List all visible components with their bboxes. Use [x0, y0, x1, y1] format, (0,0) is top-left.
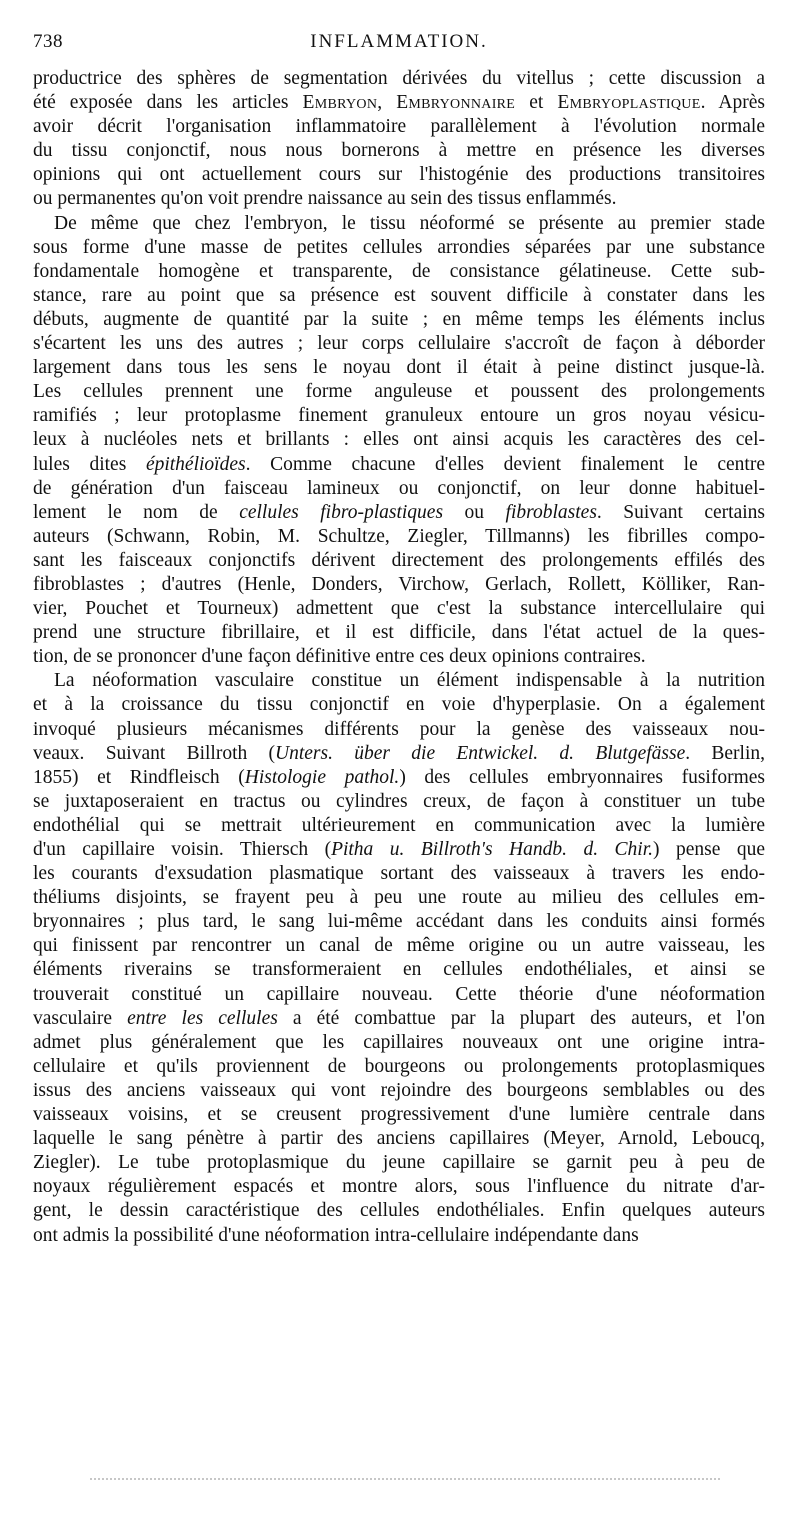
text-line [33, 212, 765, 236]
running-title: INFLAMMATION. [310, 31, 488, 52]
italic-text: cellules fibro-plastiques [239, 501, 444, 523]
text-line [33, 645, 765, 669]
text-line [33, 501, 765, 525]
text-line [33, 910, 765, 934]
text-line [33, 862, 765, 886]
text-segment: éléments riverains se transformeraient en cellules endothéliales, et ainsi se [33, 959, 765, 981]
text-line [33, 597, 765, 621]
text-segment: ) des cellules embryonnaires fusiformes [399, 766, 765, 788]
text-line [33, 1199, 765, 1223]
text-segment: ou [443, 501, 506, 523]
text-segment: de génération d'un faisceau lamineux ou conjonctif, on leur donne habituel- [33, 477, 765, 499]
text-segment: invoqué plusieurs mécanismes différents pour la genèse des vaisseaux nou- [33, 718, 765, 740]
text-segment: stance, rare au point que sa présence est souvent difficile à constater dans les [33, 284, 765, 306]
text-line [33, 356, 765, 380]
text-line [33, 115, 765, 139]
text-segment: bryonnaires ; plus tard, le sang lui-même accédant dans les conduits ainsi formés [33, 911, 765, 933]
text-segment: se juxtaposeraient en tractus ou cylindres creux, de façon à constituer un tube [33, 790, 765, 812]
text-segment: cellulaire et qu'ils proviennent de bourgeons ou prolongements protoplasmiques [33, 1055, 765, 1077]
text-segment: 1855) et Rindfleisch ( [33, 766, 245, 788]
text-segment: tion, de se prononcer d'une façon définitive entre ces deux opinions contraires. [33, 646, 646, 668]
text-line [33, 718, 765, 742]
text-line [33, 308, 765, 332]
text-line [33, 1103, 765, 1127]
text-line [33, 838, 765, 862]
text-line [33, 67, 765, 91]
book-page [33, 30, 765, 1248]
text-segment: qui finissent par rencontrer un canal de même origine ou un autre vaisseau, les [33, 935, 765, 957]
text-segment: . Berlin, [685, 742, 765, 764]
text-line [33, 693, 765, 717]
text-segment: et à la croissance du tissu conjonctif en voie d'hyperplasie. On a également [33, 694, 765, 716]
text-segment: La néoformation vasculaire constitue un élément indispensable à la nutrition [54, 670, 765, 692]
text-line [33, 332, 765, 356]
italic-text: Pitha u. Billroth's Handb. d. Chir. [331, 839, 654, 860]
text-segment: vaisseaux voisins, et se creusent progressivement d'une lumière centrale dans [33, 1104, 765, 1126]
text-line [33, 477, 765, 501]
text-line [33, 886, 765, 910]
text-segment: Les cellules prennent une forme anguleuse et poussent des prolongements [33, 381, 765, 403]
text-segment: gent, le dessin caractéristique des cellules endothéliales. Enfin quelques auteurs [33, 1200, 765, 1222]
text-line [33, 1031, 765, 1055]
text-segment: prend une structure fibrillaire, et il est difficile, dans l'état actuel de la ques- [33, 622, 765, 644]
text-line [33, 163, 765, 187]
text-segment: et [515, 92, 558, 114]
text-line [33, 525, 765, 549]
text-segment: ou permanentes qu'on voit prendre naissance au sein des tissus enflammés. [33, 188, 617, 210]
italic-text: entre les cellules [127, 1007, 278, 1029]
text-segment: endothélial qui se mettrait ultérieurement en communication avec la lumière [33, 814, 765, 836]
text-line [33, 91, 765, 115]
text-line [33, 284, 765, 308]
text-segment: fondamentale homogène et transparente, de consistance gélatineuse. Cette sub- [33, 260, 765, 282]
text-segment: sant les faisceaux conjonctifs dérivent directement des prolongements effilés des [33, 549, 765, 571]
text-line [33, 139, 765, 163]
text-segment: débuts, augmente de quantité par la suite ; en même temps les éléments inclus [33, 308, 765, 330]
text-segment: De même que chez l'embryon, le tissu néoformé se présente au premier stade [54, 212, 765, 234]
text-line [33, 1175, 765, 1199]
text-segment: vasculaire [33, 1007, 128, 1029]
text-segment: opinions qui ont actuellement cours sur l'histogénie des productions transitoires [33, 164, 765, 186]
text-segment: , [377, 92, 397, 114]
text-segment: admet plus généralement que les capillaires nouveaux ont une origine intra- [33, 1031, 765, 1053]
text-line [33, 187, 765, 211]
italic-text: Unters. über die Entwickel. d. Blutgefässe [275, 742, 686, 764]
text-segment: ont admis la possibilité d'une néoformation intra-cellulaire indépendante dans [33, 1224, 639, 1246]
text-line [33, 1151, 765, 1175]
text-segment: noyaux régulièrement espacés et montre alors, sous l'influence du nitrate d'ar- [33, 1176, 765, 1198]
text-segment: ) pense que [653, 839, 765, 860]
text-line [33, 790, 765, 814]
text-line [33, 766, 765, 790]
text-segment: laquelle le sang pénètre à partir des anciens capillaires (Meyer, Arnold, Leboucq, [33, 1128, 765, 1150]
text-segment: trouverait constitué un capillaire nouveau. Cette théorie d'une néoformation [33, 983, 765, 1005]
text-line [33, 983, 765, 1007]
text-segment: Ziegler). Le tube protoplasmique du jeune capillaire se garnit peu à peu de [33, 1152, 765, 1174]
text-segment: a été combattue par la plupart des auteurs, et l'on [277, 1007, 765, 1029]
italic-text: épithélioïdes [145, 453, 246, 475]
text-segment: . Comme chacune d'elles devient finalement le centre [245, 453, 765, 475]
text-line [33, 742, 765, 766]
small-caps-text: Embryonnaire [396, 92, 516, 114]
text-line [33, 1055, 765, 1079]
small-caps-text: Embryon [302, 92, 378, 114]
text-segment: s'écartent les uns des autres ; leur corps cellulaire s'accroît de façon à déborder [33, 333, 765, 355]
text-segment: largement dans tous les sens le noyau dont il était à peine distinct jusque-là. [33, 357, 765, 379]
text-line [33, 621, 765, 645]
text-segment: vier, Pouchet et Tourneux) admettent que c'est la substance intercellulaire qui [33, 598, 765, 620]
text-segment: sous forme d'une masse de petites cellules arrondies séparées par une substance [33, 236, 765, 258]
text-segment: fibroblastes ; d'autres (Henle, Donders, Virchow, Gerlach, Rollett, Kölliker, Ran- [33, 573, 765, 595]
text-line [33, 236, 765, 260]
text-segment: productrice des sphères de segmentation dérivées du vitellus ; cette discussion a [33, 68, 765, 89]
text-line [33, 380, 765, 404]
page-header [33, 30, 765, 60]
text-segment: lement le nom de [33, 501, 240, 523]
text-line [33, 1224, 765, 1248]
small-caps-text: Embryoplastique [557, 92, 701, 114]
text-line [33, 814, 765, 838]
text-segment: ramifiés ; leur protoplasme finement granuleux entoure un gros noyau vésicu- [33, 405, 765, 427]
text-segment: du tissu conjonctif, nous nous bornerons à mettre en présence les diverses [33, 140, 765, 162]
text-line [33, 669, 765, 693]
italic-text: fibroblastes [505, 501, 597, 523]
text-segment: d'un capillaire voisin. Thiersch ( [33, 839, 332, 860]
text-segment: les courants d'exsudation plasmatique sortant des vaisseaux à travers les endo- [33, 863, 765, 885]
text-segment: auteurs (Schwann, Robin, M. Schultze, Ziegler, Tillmanns) les fibrilles compo- [33, 525, 765, 547]
text-segment: théliums disjoints, se frayent peu à peu une route au milieu des cellules em- [33, 887, 765, 909]
text-line [33, 1127, 765, 1151]
text-line [33, 1079, 765, 1103]
text-line [33, 404, 765, 428]
text-segment: lules dites [33, 453, 146, 475]
italic-text: Histologie pathol. [244, 766, 400, 788]
page-number: 738 [33, 31, 63, 52]
text-line [33, 1007, 765, 1031]
body-text [33, 67, 765, 1248]
text-segment: . Après [700, 92, 765, 114]
text-segment: été exposée dans les articles [33, 92, 303, 114]
text-line [33, 573, 765, 597]
text-line [33, 934, 765, 958]
text-segment: . Suivant certains [596, 501, 765, 523]
text-line [33, 453, 765, 477]
text-segment: avoir décrit l'organisation inflammatoire parallèlement à l'évolution normale [33, 116, 765, 138]
footer-rule [90, 1478, 720, 1486]
text-line [33, 260, 765, 284]
text-line [33, 958, 765, 982]
text-segment: veaux. Suivant Billroth ( [33, 742, 276, 764]
text-line [33, 428, 765, 452]
text-segment: leux à nucléoles nets et brillants : elles ont ainsi acquis les caractères des cel- [33, 429, 765, 451]
text-line [33, 549, 765, 573]
text-segment: issus des anciens vaisseaux qui vont rejoindre des bourgeons semblables ou des [33, 1079, 765, 1101]
